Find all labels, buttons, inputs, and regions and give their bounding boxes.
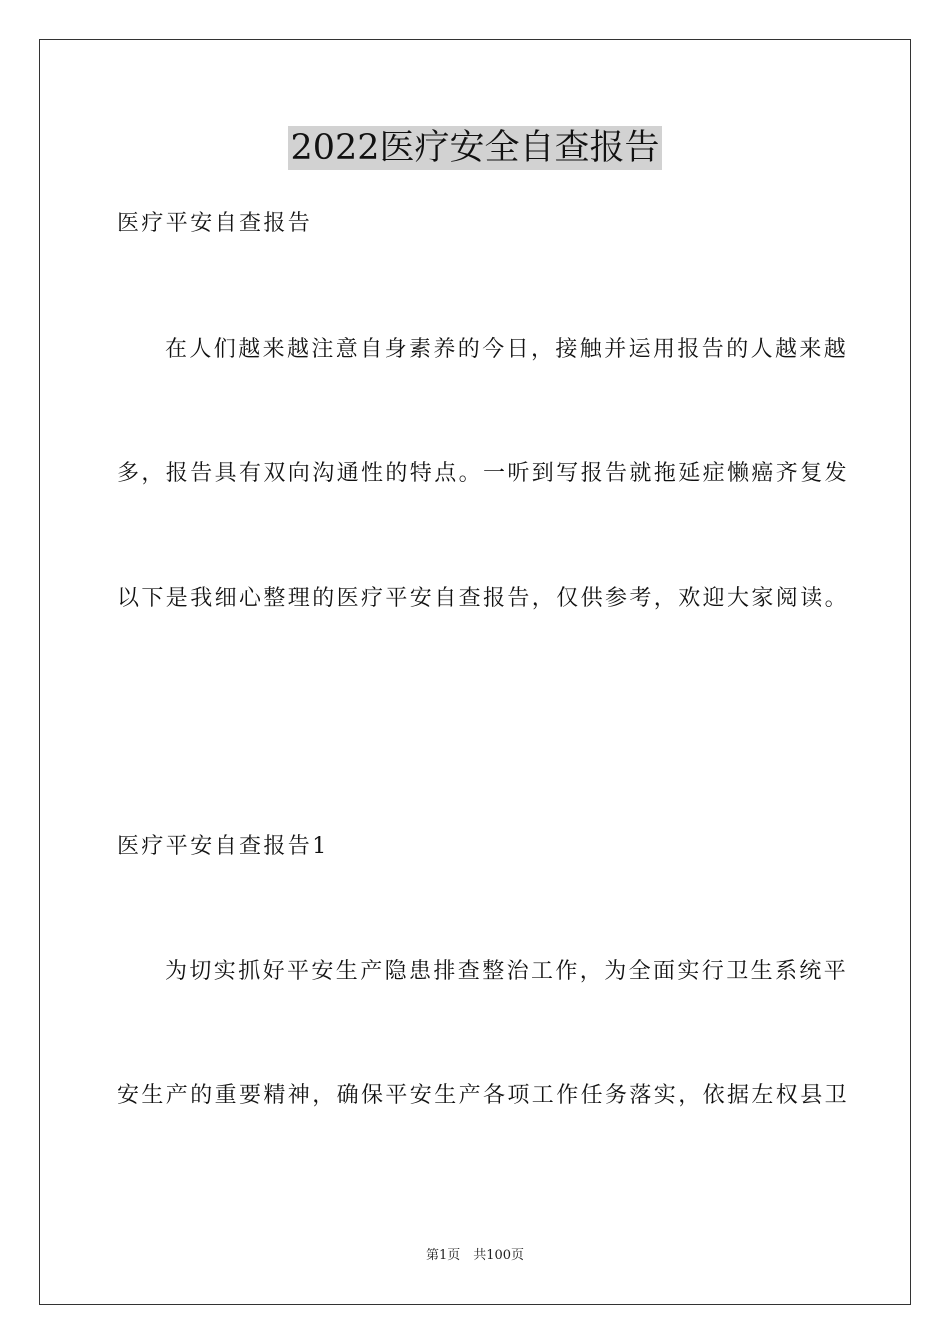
section-heading: 医疗平安自查报告1 [117,834,329,859]
paragraph-line: 多，报告具有双向沟通性的特点。一听到写报告就拖延症懒癌齐复发 [117,461,850,486]
section-heading: 医疗平安自查报告 [117,211,313,236]
paragraph-line: 在人们越来越注意自身素养的今日，接触并运用报告的人越来越 [165,337,849,362]
paragraph-line: 以下是我细心整理的医疗平安自查报告，仅供参考，欢迎大家阅读。 [117,586,850,611]
page-footer: 第1页 共100页 [425,1248,525,1263]
paragraph-line: 安生产的重要精神，确保平安生产各项工作任务落实，依据左权县卫 [117,1083,850,1108]
title-container [0,126,950,170]
document-title: 2022医疗安全自查报告 [290,128,660,168]
paragraph-line: 为切实抓好平安生产隐患排查整治工作，为全面实行卫生系统平 [165,959,849,984]
